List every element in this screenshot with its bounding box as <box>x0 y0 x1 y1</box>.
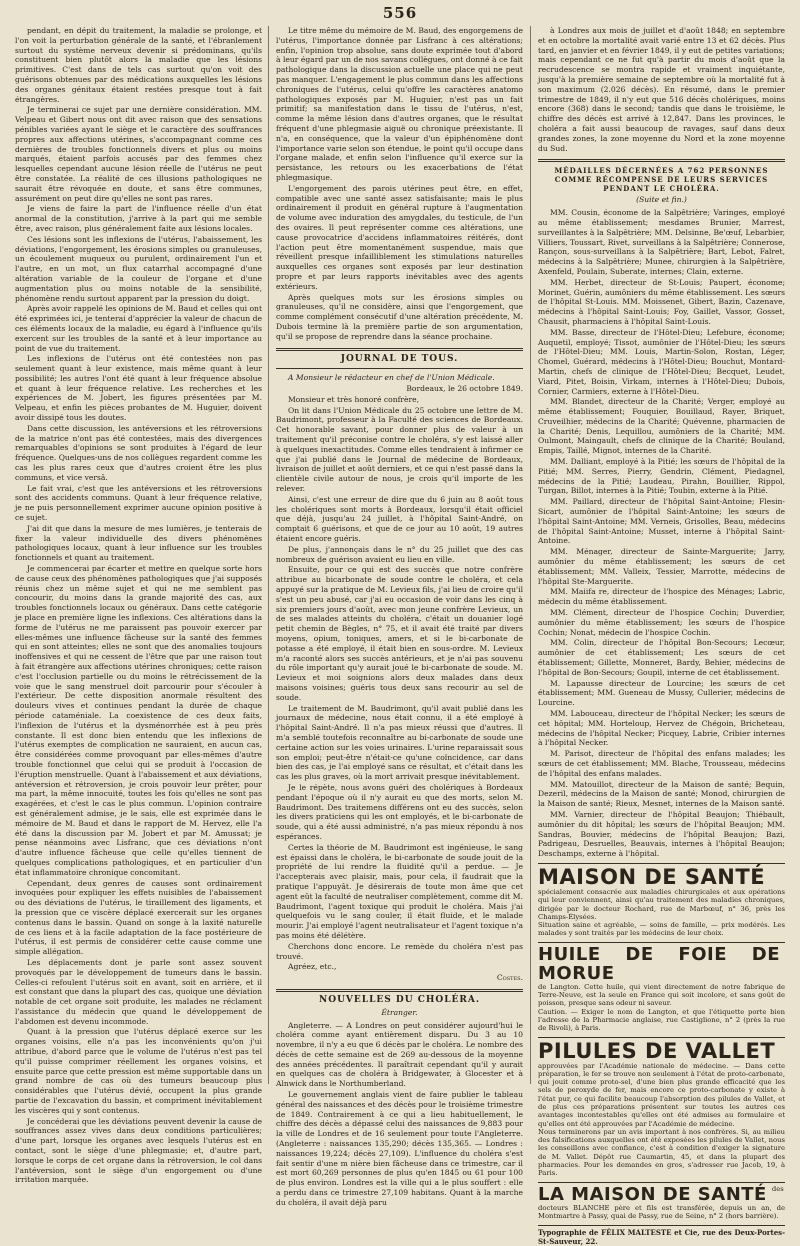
section-subheading: (Suite et fin.) <box>636 195 687 205</box>
advertisement-pilules-de-vallet <box>538 1037 785 1178</box>
medals-paragraph: MM. Matouillot, directeur de la Maison de santé; Bequin, Dezeril, médecins de la Maison de santé; Monod, chirurgien de la Maison de santé; Rieux, Mesnet, internes de la Maison santé. <box>538 779 785 809</box>
medals-paragraph: MM. Maiifa re, directeur de l'hospice des Ménages; Labric, médecin du même établissement. <box>538 587 785 607</box>
medals-paragraph: MM. Labouceau, directeur de l'hôpital Necker; les sœurs de cet hôpital; MM. Horteloup, Hervez de Chégoin, Bricheteau, médecins de l'hôpital Necker; Picquey, Labrie, Cribier internes à l'hôpital Necker. <box>538 709 785 748</box>
heading-underline <box>276 368 523 369</box>
section-heading-cholera-news: NOUVELLES DU CHOLÉRA. <box>319 994 480 1005</box>
paragraph: Dans cette discussion, les antéversions et les rétroversions de la matrice n'ont pas été contestées, mais des divergences remarquables d'opinions se sont produites à l'égard de leur fréquence. Quelques-uns de nos collègues regardent comme les cas les plus rares ceux que d'autres croient être les plus communs, et vice versâ. <box>15 423 262 482</box>
medals-paragraph: MM. Paillard, directeur de l'hôpital Saint-Antoine; Flesin-Sicart, aumônier de l'hôpital Saint-Antoine; les sœurs de l'hôpital Saint-Antoine; MM. Verneis, Grisolles, Beau, médecins de l'hôpital Saint-Antoine; Musset, interne à l'hôpital Saint-Antoine. <box>538 497 785 546</box>
paragraph: Je terminerai ce sujet par une dernière considération. MM. Velpeau et Gibert nous ont dit avec raison que des sensations pénibles variées ayant le siège et le caractère des souffrances propres aux affections utérines, s'accompagnant comme ces dernières de troubles fonctionnels divers et plus ou moins marqués, étaient parfois accusés par des femmes chez lesquelles cependant aucune lésion réelle de l'utérus ne peut être constatée. La réalité de ces illusions pathologiques ne saurait être révoquée en doute, et sans être communes, assurément on peut dire qu'elles ne sont pas rares. <box>15 105 262 203</box>
letter-paragraph: Ensuite, pour ce qui est des succès que notre confrère attribue au bicarbonate de soude contre le choléra, et cela appuyé sur la pratique de M. Levieux fils, j'ai lieu de croire qu'il s'est un peu abusé, car j'ai eu occasion de voir dans les cinq à six premiers jours d'août, avec mon jeune confrère Levieux, un de ses malades atteints du choléra, c'était un douanier logé petit chemin de Bègles, n° 75, et il avait été traité par divers moyens, opium, toniques, amers, et si le bi-carbonate de potasse a été employé, il était bien en sous-ordre. M. Levieux m'a raconté alors ses succès antérieurs, et je n'ai pas souvenu du rôle important qu'y aurait joué le bi-carbonate de soude. M. Levieux et moi soignions alors deux malades dans deux maisons voisines; guéris tous deux sans recourir au sel de soude. <box>276 565 523 702</box>
news-paragraph: Le gouvernement anglais vient de faire publier le tableau général des naissances et des décès pour le troisième trimestre de 1849. Contrairement à ce qui a lieu habituellement, le chiffre des décès a dépassé celui des naissances de 9,883 pour la ville de Londres et de 16 seulement pour toute l'Angleterre. (Angleterre : naissances 135,290; décès 135,365. — Londres : naissances 19,224; décès 27,109). L'influence du choléra s'est fait sentir d'une m nière bien fâcheuse dans ce trimestre, car il est mort 60,269 personnes de plus qu'en 1845 ou 61 pour 100 de plus environ. Londres est la ville qui a le plus souffert : elle a perdu dans ce trimestre 27,109 habitans. Quant à la marche du choléra, il avait déjà paru <box>276 1090 523 1207</box>
paragraph: Ces lésions sont les inflexions de l'utérus, l'abaissement, les déviations, l'engorgement, les érosions simples ou granuleuses, un écoulement muqueux ou purulent, ordinairement l'un et l'autre, en un mot, un flux catarrhal accompagné d'une altération variable de la couleur de l'organe et d'une augmentation plus ou moins notable de la sensibilité, phénomène rendu surtout apparent par la pression du doigt. <box>15 234 262 303</box>
ad-body: de Langton. Cette huile, qui vient directement de notre fabrique de Terre-Neuve, est la seule en France qui soit incolore, et sans goût de poisson, presque sans odeur ni saveur. <box>538 982 785 1008</box>
medals-paragraph: MM. Blandet, directeur de la Charité; Verger, employé au même établissement; Fouquier, Bouillaud, Rayer, Briquet, Cruveilhier, médecins de la Charité; Quévenne, pharmacien de la Charité; Denis, Lequillou, aumôniers de la Charité; MM. Oulmont, Maingault, chefs de clinique de la Charité; Bouland, Empis, Taillé, Mignot, internes de la Charité. <box>538 397 785 456</box>
medals-paragraph: MM. Colin, directeur de l'hôpital Bon-Secours; Lecœur, aumônier de cet établissement; Les sœurs de cet établissement; Gillette, Monneret, Bardy, Behier, médecins de l'hôpital de Bon-Secours; Goupil, interne de cet établissement. <box>538 638 785 677</box>
medals-paragraph: M. Lapausse directeur de Lourcine; les sœurs de cet établissement; MM. Gueneau de Mussy, Cullerier, médecins de Lourcine. <box>538 678 785 708</box>
letter-place-date: Bordeaux, le 26 octobre 1849. <box>406 384 523 394</box>
medals-paragraph: MM. Cousin, économe de la Salpêtrière; Varinges, employé au même établissement; mesdames Brunier, Marrest, surveillantes à la Salpêtrière; MM. Delsinne, Be'œuf, Lebarbier, Villiers, Toussart, Rivet, surveillans à la Salpêtrière; Connerose, Rançon, sous-surveillans à la Salpêtrière; Bart, Lebot, Falret, médecins à la Salpêtrière; Munee, chirurgien à la Salpêtrière, Axenfeld, Poulain, Suberate, internes; Clain, externe. <box>538 208 785 276</box>
column-divider <box>268 26 269 1084</box>
paragraph: à Londres aux mois de juillet et d'août 1848; en septembre et en octobre la mortalité avait varié entre 13 et 62 décès. Plus tard, en janvier et en février 1849, il y eut de petites variations; mais cependant ce ne fut qu'à partir du mois d'août que la recrudescence se montra rapide et vraiment inquiétante, jusqu'à la première semaine de septembre où la mortalité fut à son maximum (2.026 décès). En résumé, dans le premier trimestre de 1849, il n'y eut que 516 décès cholériques, moins encore (368) dans le second; tandis que dans le troisième, le chiffre des décès est arrivé à 12,847. Dans les provinces, le choléra a fait aussi beaucoup de ravages, sauf dans deux grandes zones, la zone moyenne du Nord et la zone moyenne du Sud. <box>538 26 785 153</box>
letter-paragraph: De plus, j'annonçais dans le n° du 25 juillet que des cas nombreux de guérison avaient eu lieu en ville. <box>276 544 523 564</box>
page-number: 556 <box>382 4 418 22</box>
letter-paragraph: Monsieur et très honoré confrère, <box>288 394 420 404</box>
column-divider <box>530 26 531 1084</box>
paragraph: J'ai dit que dans la mesure de mes lumières, je tenterais de fixer la valeur individuelle des divers phénomènes pathologiques locaux, quant à leur influence sur les troubles fonctionnels et quant au traitement. <box>15 523 262 563</box>
letter-paragraph: Certes la théorie de M. Baudrimont est ingénieuse, le sang est épaissi dans le choléra, le bi-carbonate de soude jouit de la propriété de lui rendre la fluidité qu'il a perdue. — Je l'accepterais avec plaisir, mais, pour cela, il faudrait que la pratique l'appuyât. Je désirerais de toute mon âme que cet agent eût la faculté de neutraliser complètement, comme dit M. Baudrimont, l'agent toxique qui produit le choléra. Mais j'ai quelquefois vu le sang couler, il était fluide, et le malade mourir. J'ai employé l'agent neutralisateur et l'agent toxique n'a pas moins été délétère. <box>276 842 523 940</box>
paragraph: Cependant, deux genres de causes sont ordinairement invoquées pour expliquer les effets nuisibles de l'abaissement ou des déviations de l'utérus, le tiraillement des ligaments, et la pression que ce viscère déplacé exercerait sur les organes contenus dans le bassin. Quand on songe à la laxité naturelle de ces liens et à la facile adaptation de la face postérieure de l'utérus, il est permis de considérer cette cause comme une simple allégation. <box>15 878 262 957</box>
advertisement-maison-de-sante-blanche <box>538 1182 785 1221</box>
letter-address: A Monsieur le rédacteur en chef de l'Union Médicale. <box>288 373 495 383</box>
letter-closing: Agréez, etc., <box>288 962 337 972</box>
column-middle <box>276 26 523 1207</box>
medals-paragraph: MM. Herbet, directeur de St-Louis; Paupert, économe; Morinet, Guérin, aumôniers du même établissement. Les sœurs de l'hôpital St-Louis. MM. Moissenet, Gibert, Bazin, Cazenave, médecins à l'hôpital Saint-Louis; Foy, Gaillet, Vassor, Gosset, Chausit, pharmaciens à l'hôpital Saint-Louis. <box>538 277 785 326</box>
section-divider <box>538 159 785 162</box>
section-subheading: Étranger. <box>381 1007 418 1017</box>
advertisement-huile-de-foie-de-morue <box>538 942 785 1033</box>
ad-note: Situation saine et agréable, — soins de famille, — prix modérés. Les malades y sont traités par les médecins de leur choix. <box>538 921 785 938</box>
column-left <box>15 26 262 1185</box>
letter-paragraph: On lit dans l'Union Médicale du 25 octobre une lettre de M. Baudrimont, professeur à la Faculté des sciences de Bordeaux. Cet honorable savant, pour donner plus de valeur à un traitement qu'il préconise contre le choléra, s'y est laissé aller à quelques inexactitudes. Comme elles tendraient à infirmer ce que j'ai publié dans le Journal de médecine de Bordeaux, livraison de juillet et août derniers, et ce qui n'est passé dans la clientèle civile autour de nous, je crois qu'il importe de les relever. <box>276 405 523 494</box>
ad-body: spécialement consacrée aux maladies chirurgicales et aux opérations qui leur conviennent, ainsi qu'au traitement des maladies chroniques, dirigée par le docteur Rochard, rue de Marbœuf, n° 36, près les Champs-Élysées. <box>538 887 785 921</box>
ad-title: HUILE DE FOIE DE MORUE <box>538 943 780 984</box>
paragraph: Les déplacements dont je parle sont assez souvent provoqués par le développement de tumeurs dans le bassin. Celles-ci refoulent l'utérus soit en avant, soit en arrière, et il est constant que dans la plupart des cas, quoique une déviation notable de cet organe soit produite, les malades ne réclament l'assistance du médecin que quand le développement de l'abdomen est devenu incommode. <box>15 957 262 1026</box>
advertisement-maison-de-sante-rochard <box>538 863 785 938</box>
paragraph: Après avoir rappelé les opinions de M. Baud et celles qui ont été exprimées ici, je tenterai d'apprécier la valeur de chacun de ces éléments locaux de la maladie, eu égard à l'influence qu'ils exercent sur les troubles de la santé et à leur importance au point de vue du traitement. <box>15 304 262 353</box>
paragraph: L'engorgement des parois utérines peut être, en effet, compatible avec une santé assez satisfaisante; mais le plus ordinairement il produit en général rupture à l'augmentation de volume avec induration des amygdales, du testicule, de l'un des ovaires. Il peut représenter comme ces altérations, une cause provocatrice d'accidens inflammatoires réitérés, dont l'action peut être momentanément suspendue, mais que réveillent presque infailliblement les stimulations naturelles auxquelles ces organes sont exposés par leur destination propre et par leurs rapports inévitables avec des agents extérieurs. <box>276 183 523 291</box>
ad-title: MAISON DE SANTÉ <box>538 864 766 889</box>
medals-paragraph: MM. Dalliant, employé à la Pitié; les sœurs de l'hôpital de la Pitié; MM. Serres, Pierry, Gendrin, Clément, Piedagnel, médecins de la Pitié; Laudeau, Pirahn, Bouillier, Rippol, Turgan, Billot, internes à la Pitié; Toubin, externe à la Pitié. <box>538 457 785 496</box>
paragraph: Après quelques mots sur les érosions simples ou granuleuses, qu'il ne considère, ainsi que l'engorgement, que comme complément consécutif d'une altération précédente, M. Dubois termine là la première partie de son argumentation, qu'il se propose de reprendre dans la séance prochaine. <box>276 292 523 341</box>
letter-paragraph: Le traitement de M. Baudrimont, qu'il avait publié dans les journaux de médecine, nous était connu, il a été employé à l'hôpital Saint-André. Il n'a pas mieux réussi que d'autres. Il m'a semblé toutefois reconnaître au bi-carbonate de soude une certaine action sur les voies urinaires. L'urine reparaissait sous son emploi; peut-être n'était-ce qu'une coïncidence, car dans bien des cas, je l'ai employé sans ce résultat, et c'était dans les cas les plus graves, où la mort arrivait presque inévitablement. <box>276 703 523 782</box>
section-divider <box>276 989 523 992</box>
medals-paragraph: MM. Clément, directeur de l'hospice Cochin; Duverdier, aumônier du même établissement; les sœurs de l'hospice Cochin; Nonat, médecin de l'hospice Cochin. <box>538 608 785 637</box>
paragraph: pendant, en dépit du traitement, la maladie se prolonge, et l'on voit la perturbation générale de la santé, et l'ébranlement surtout du système nerveux devenir si prédominans, qu'ils constituent bien plutôt alors la maladie que les lésions primitives. C'est dans de tels cas surtout qu'on voit des guérisons obtenues par des médications auxquelles les lésions des organes génitaux étaient restées presque tout à fait étrangères. <box>15 26 262 104</box>
paragraph: Le fait vrai, c'est que les antéversions et les rétroversions sont des accidents communs. Quant à leur fréquence relative, je ne puis personnellement exprimer aucune opinion positive à ce sujet. <box>15 483 262 523</box>
printer-imprint: Typographie de FÉLIX MALTESTE et Cie, rue des Deux-Portes-St-Sauveur, 22. <box>538 1225 785 1246</box>
ad-title: LA MAISON DE SANTÉ <box>538 1183 767 1205</box>
paragraph: Le titre même du mémoire de M. Baud, des engorgemens de l'utérus, l'importance donnée par Lisfranc à ces altérations; enfin, l'opinion trop absolue, sans doute exprimée tout d'abord à leur égard par un de nos savans collègues, ont donné à ce fait pathologique dans la discussion actuelle une place qui ne peut pas manquer. L'engagement le plus commun dans les affections chroniques de l'utérus, celui qu'offre les caractères anatomo pathologiques exposés par M. Huguier, n'est pas un fait primitif; sa manifestation dans le tissu de l'utérus, n'est, comme la même lésion dans d'autres organes, que le résultat fréquent d'une phlegmasie aiguë ou chronique préexistante. Il n'a, en conséquence, que la valeur d'un épiphénomène dont l'importance varie selon son étendue, le point qu'il occupe dans l'organe malade, et enfin selon l'influence qu'il exerce sur la persistance, les retours ou les exacerbations de l'état phlegmasique. <box>276 26 523 182</box>
letter-paragraph: Cherchons donc encore. Le remède du choléra n'est pas trouvé. <box>276 941 523 961</box>
letter-paragraph: Je le répète, nous avons guéri des cholériques à Bordeaux pendant l'époque où il n'y aurait eu que des morts, selon M. Baudrimont. Des traitemens différens ont eu des succès, selon les divers praticiens qui les ont employés, et le bi-carbonate de soude, qui a été aussi administré, n'a pas mieux répondu à nos espérances. <box>276 782 523 841</box>
section-heading-journal: JOURNAL DE TOUS. <box>340 353 459 364</box>
section-heading-medals: MÉDAILLES DÉCERNÉES A 762 PERSONNES COMME RÉCOMPENSE DE LEURS SERVICES PENDANT LE CHOLÉRA. <box>554 166 769 194</box>
medals-paragraph: M. Parisot, directeur de l'hôpital des enfans malades; les sœurs de cet établissement; MM. Blache, Trousseau, médecins de l'hôpital des enfans malades. <box>538 749 785 778</box>
paragraph: Je concéderai que les déviations peuvent devenir la cause de souffrances assez vives dans deux conditions particulières; d'une part, lorsque les organes avec lesquels l'utérus est en contact, sont le siège d'une phlegmasie; et, d'autre part, lorsque le corps de cet organe dans la rétroversion, le col dans l'antéversion, sont le siège d'un engorgement ou d'une irritation marquée. <box>15 1116 262 1185</box>
letter-paragraph: Ainsi, c'est une erreur de dire que du 6 juin au 8 août tous les cholériques sont morts à Bordeaux, lorsqu'il était officiel que déjà, jusqu'au 24 juillet, à l'hôpital Saint-André, on comptait 6 guérisons, et que de ce jour au 10 août, 19 autres étaient encore guéris. <box>276 494 523 544</box>
paragraph: Je commencerai par écarter et mettre en quelque sorte hors de cause ceux des phénomènes pathologiques que j'ai supposés réunis chez un même sujet et qui ne me semblent pas concourir, du moins dans la grande majorité des cas, aux troubles fonctionnels locaux ou généraux. Dans cette catégorie je place en première ligne les inflexions. Ces altérations dans la forme de l'utérus ne me paraissent pas pouvoir exercer par elles-mêmes une influence fâcheuse sur la santé des femmes qui en sont atteintes; elles ne sont que des anomalies toujours inoffensives et qui ne cessent de l'être que par une raison tout à fait étrangère aux affections utérines chroniques; cette raison c'est l'occlusion partielle ou du moins le rétrécissement de la voie que le sang menstruel doit parcourir pour s'écouler à l'extérieur. De cette disposition anormale résultent des douleurs vives et continues pendant la durée de chaque période cataméniale. La coexistence de ces deux faits, l'inflexion de l'utérus et la dysménorrhée est à peu près constante. Il est donc bien entendu que les inflexions de l'utérus exemptes de complication ne sauraient, en aucun cas, être considérées comme provoquant par elles-mêmes d'autre trouble fonctionnel que celui qui se produit à l'occasion de l'éruption menstruelle. Quant à l'abaissement et aux déviations, antéversion et rétroversion, je crois pouvoir leur prêter, pour ma part, la même innocuité, toutes les fois qu'elles ne sont pas exagérées, et c'est le cas le plus commun. L'opinion contraire est généralement admise, je le sais, elle est exprimée dans le mémoire de M. Baud et dans le rapport de M. Hervez, elle l'a été dans la discussion par M. Jobert et par M. Amussat; je pense néanmoins avec Lisfranc, que ces déviations n'ont d'autre influence fâcheuse que celle qu'elles tiennent de quelques complications pathologiques, et en particulier d'un état inflammatoire chronique concomitant. <box>15 564 262 877</box>
paragraph: Je viens de faire la part de l'influence réelle d'un état anormal de la constitution, j'arrive à la part qui me semble être, avec raison, plus généralement faite aux lésions locales. <box>15 204 262 233</box>
ad-note: Nous terminerons par un avis important à nos confrères. Si, au milieu des falsifications auxquelles ont été exposées les pilules de Vallet, nous les conseillons avec confiance, c'est à condition d'exiger la signature de M. Vallet. Dépôt rue Caumartin, 45, et dans la plupart des pharmacies. Pour les demandes en gros, s'adresser rue Jacob, 19, à Paris. <box>538 1127 785 1178</box>
ad-body: des docteurs BLANCHE père et fils est transférée, depuis un an, de Montmartre à Passy, quai de Passy, rue de Seine, n° 2 (hors barrière). <box>538 1184 785 1220</box>
news-paragraph: Angleterre. — A Londres on peut considérer aujourd'hui le choléra comme ayant entièrement disparu. Du 3 au 10 novembre, il n'y a eu que 6 décès par le choléra. Le nombre des décès de cette semaine est de 269 au-dessous de la moyenne des années précédentes. Il paraîtrait cependant qu'il y aurait en quelques cas de choléra à Bridgewater, à Glocester et à Alnwick dans le Northumberland. <box>276 1020 523 1089</box>
ad-body: approuvées par l'Académie nationale de médecine. — Dans cette préparation, le fer se trouve non seulement à l'état de proto-carbonate, qui jouit comme proto-sel, d'une bien plus grande efficacité que les sels de peroxyde de fer, mais encore ce proto-carbonate y existe à l'état pur, ce qui facilite beaucoup l'absorption des pilules de Vallet, et de plus ces préparations présentent sur toutes les autres ces avantages incontestables qu'elles ont été admises au formulaire et qu'elles ont été approuvées par l'Académie de médecine. <box>538 1061 785 1128</box>
letter-signature: Costes. <box>496 973 523 983</box>
column-right <box>538 26 785 1246</box>
medals-paragraph: MM. Ménager, directeur de Sainte-Marguerite; Jarry, aumônier du même établissement; les sœurs de cet établissement; MM. Valleix, Tessier, Marrotte, médecins de l'hôpital Ste-Marguerite. <box>538 547 785 586</box>
paragraph: Les inflexions de l'utérus ont été contestées non pas seulement quant à leur existence, mais même quant à leur possibilité; les autres l'ont été quant à leur fréquence absolue et quant à leur fréquence relative. Les recherches et les expériences de M. Jobert, les figures présentées par M. Velpeau, et enfin les pièces probantes de M. Huguier, doivent avoir dissipé tous les doutes. <box>15 354 262 423</box>
ad-note: Caution. — Exiger le nom de Langton, et que l'étiquette porte bien l'adresse de la Pharmacie anglaise, rue Castiglione, n° 2 (près la rue de Rivoli), à Paris. <box>538 1007 785 1033</box>
section-divider <box>276 348 523 351</box>
paragraph: Quant à la pression que l'utérus déplacé exerce sur les organes voisins, elle n'a pas les inconvénients qu'on j'ui attribue, d'abord parce que le volume de l'utérus n'est pas tel qu'il puisse comprimer réellement les organes voisins, et ensuite parce que cette pression est même supportable dans un grand nombre de cas où des tumeurs beaucoup plus considérables que l'utérus dévié, occupent la plus grande partie de l'excavation du bassin, et compriment inévitablement les viscères qui y sont contenus. <box>15 1027 262 1115</box>
medals-paragraph: MM. Basse, directeur de l'Hôtel-Dieu; Lefebure, économe; Auquetil, employé; Tissot, aumônier de l'Hôtel-Dieu; les sœurs de l'Hôtel-Dieu; MM. Louis, Martin-Solon, Rostan, Léger, Chomel, Guérard, médecins à l'Hôtel-Dieu; Bouchut, Montard-Martin, chefs de clinique de l'Hôtel-Dieu; Becquet, Leudet, Viard, Pitet, Boisin, Virkam, internes à l'Hôtel-Dieu; Dubois, Cornier, Carmiers, externe à l'Hôtel-Dieu. <box>538 327 785 396</box>
medals-paragraph: MM. Varnier, directeur de l'hôpital Beaujon; Thiébault, aumônier du dit hôpital; les sœurs de l'hôpital Beaujon; MM. Sandras, Bouvier, médecins de l'hôpital Beaujon; Bazi, Padrigeau, Desruelles, Beauvais, internes à l'hôpital Beaujon; Deschamps, externe à l'hôpital. <box>538 809 785 859</box>
ad-title: PILULES DE VALLET <box>538 1038 776 1063</box>
